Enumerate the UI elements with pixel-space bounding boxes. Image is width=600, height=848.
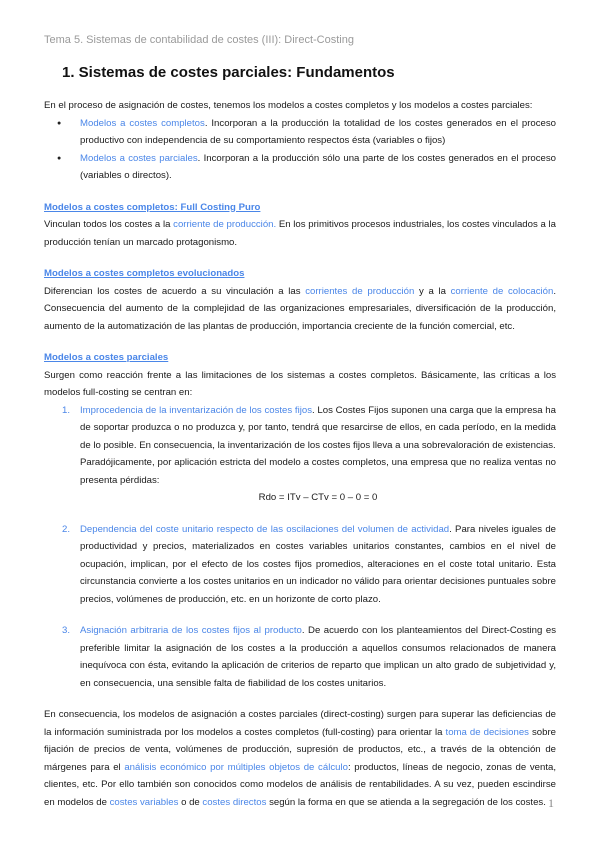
section-paragraph: Diferencian los costes de acuerdo a su vinculación a las corrientes de producción y a la corriente de colocación. Consecuencia del aumento de la complejidad de las organizaciones empresariales, diversificación de la producción, aumento de la automatización de las plantas de producción, importancia creciente de la función comercial, etc. — [44, 285, 556, 332]
list-item: 2. Dependencia del coste unitario respecto de las oscilaciones del volumen de actividad. Para niveles iguales de productividad y precios, materializados en costes variables unitarios constantes, cambios en el nivel de ocupación, implican, por el efecto de los costes fijos promedios, alteraciones en el coste total unitario. Esta circunstancia convierte a los costes unitarios en un indicador no válido para orientar decisiones puntuales sobre precios, volúmenes de producción, etc. en un horizonte de corto plazo. — [44, 521, 556, 609]
term-link[interactable]: costes variables — [109, 796, 179, 808]
term-link[interactable]: corrientes de producción — [305, 285, 415, 297]
document-body — [44, 97, 556, 811]
page-number: 1 — [548, 796, 554, 810]
intro-paragraph: En el proceso de asignación de costes, tenemos los modelos a costes completos y los modelos a costes parciales: — [44, 100, 533, 111]
page-title: 1. Sistemas de costes parciales: Fundamentos — [62, 64, 395, 81]
term-link[interactable]: Modelos a costes parciales — [80, 152, 198, 164]
criticism-list — [44, 402, 556, 693]
item-title: Improcedencia de la inventarización de los costes fijos — [80, 404, 312, 416]
term-link[interactable]: toma de decisiones — [445, 726, 529, 738]
item-title: Dependencia del coste unitario respecto de las oscilaciones del volumen de actividad — [80, 523, 450, 535]
section-heading-partial: Modelos a costes parciales — [44, 352, 169, 363]
item-number: 3. — [62, 625, 71, 636]
section-heading-evolved: Modelos a costes completos evolucionados — [44, 268, 245, 279]
item-number: 2. — [62, 523, 71, 535]
section-paragraph: Vinculan todos los costes a la corriente de producción. En los primitivos procesos industriales, los costes vinculados a la producción tenían un marcado protagonismo. — [44, 219, 556, 248]
term-link[interactable]: corriente de producción. — [173, 219, 277, 230]
list-item: ● Modelos a costes parciales. Incorporan a la producción sólo una parte de los costes generados en el proceso (variables o directos). — [44, 150, 556, 185]
term-link[interactable]: corriente de colocación — [450, 285, 554, 297]
list-item: 1. Improcedencia de la inventarización de los costes fijos. Los Costes Fijos suponen una carga que la empresa ha de soportar produzca o no produzca y, por tanto, tendrá que resarcirse de ellos, en cada período, en la medida de lo posible. En consecuencia, la inventarización de los costes fijos lleva a una sobrevaloración de existencias. Paradójicamente, por aplicación estricta del modelo a costes completos, una empresa que no realiza ventas no presenta pérdidas: Rdo = ITv – CTv = 0 – 0 = 0 — [44, 402, 556, 507]
term-link[interactable]: Modelos a costes completos — [80, 117, 205, 129]
section-paragraph: Surgen como reacción frente a las limitaciones de los sistemas a costes completos. Básicamente, las críticas a los modelos full-costing se centran en: — [44, 369, 556, 398]
formula: Rdo = ITv – CTv = 0 – 0 = 0 — [258, 492, 378, 503]
item-number: 1. — [62, 404, 71, 416]
section-heading-full-costing: Modelos a costes completos: Full Costing Puro — [44, 201, 261, 213]
item-title: Asignación arbitraria de los costes fijos al producto — [80, 625, 302, 636]
model-list — [44, 115, 556, 185]
item-paragraph: Paradójicamente, por aplicación estricta del modelo a costes completos, una empresa que no realiza ventas no presenta pérdidas: — [80, 457, 556, 486]
conclusion-paragraph: En consecuencia, los modelos de asignación a costes parciales (direct-costing) surgen para superar las deficiencias de la información suministrada por los modelos a costes completos (full-costing) para orientar la toma de decisiones sobre fijación de precios de venta, volúmenes de producción, supresión de productos, etc., a través de la obtención de márgenes para el análisis económico por múltiples objetos de cálculo: productos, líneas de negocio, zonas de venta, clientes, etc. Por ello también son conocidos como modelos de análisis de rentabilidades. A su vez, pueden escindirse en modelos de costes variables o de costes directos según la forma en que se atienda a la segregación de los costes. — [44, 709, 557, 808]
list-item: ● Modelos a costes completos. Incorporan a la producción la totalidad de los costes generados en el proceso productivo con independencia de su comportamiento respectos ésta (variables o fijos) — [44, 115, 556, 150]
term-link[interactable]: costes directos — [202, 796, 267, 808]
running-header: Tema 5. Sistemas de contabilidad de costes (III): Direct-Costing — [44, 34, 354, 46]
term-link[interactable]: análisis económico por múltiples objetos de cálculo — [124, 761, 348, 773]
list-item: 3. Asignación arbitraria de los costes fijos al producto. De acuerdo con los planteamientos del Direct-Costing es preferible limitar la asignación de los costes a la producción a aquellos consumos relacionados de manera inequívoca con ésta, evitando la aplicación de criterios de reparto que implican un alto grado de subjetividad y, en consecuencia, una sensible falta de fiabilidad de los costes unitarios. — [44, 622, 556, 692]
